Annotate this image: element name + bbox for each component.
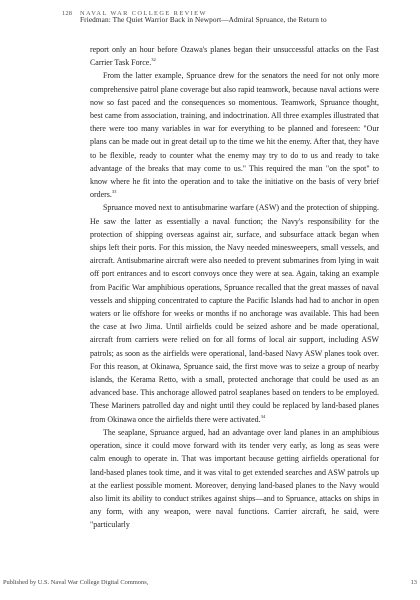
page-number: 128: [62, 10, 73, 17]
paragraph: [90, 426, 379, 532]
paragraph-text: From the latter example, Spruance drew for the senators the need for not only more comprehensive patrol plane coverage but also rapid teamwork, because naval actions were now so fast paced and the consequences so momentous. Teamwork, Spruance thought, best came from association, training, and indoctrination. All three examples illustrated that there were too many variables in war for everything to be planned and foreseen: "Our plans can be made out in great detail up to the time we hit the enemy. After that, they have to be flexible, ready to counter what the enemy may try to do to us and ready to take advantage of the breaks that may come to us." This required the man "on the spot" to know where he fit into the operation and to take the initiative on the basis of very brief orders.: [90, 71, 379, 200]
article-title-overlay: Friedman: The Quiet Warrior Back in Newport—Admiral Spruance, the Return to: [80, 15, 327, 24]
paragraph-text: report only an hour before Ozawa's planes began their unsuccessful attacks on the Fast Carrier Task Force.: [90, 45, 379, 68]
footnote-ref[interactable]: 32: [151, 57, 156, 63]
paragraph: [90, 43, 379, 69]
footer-page-number: 13: [410, 579, 417, 586]
footnote-ref[interactable]: 34: [260, 413, 266, 419]
paragraph-text: The seaplane, Spruance argued, had an advantage over land planes in an amphibious operation, since it could move forward with its tender very early, as long as seas were calm enough to operate in. That was important because getting airfields operational for land-based planes took time, and it was vital to get extended searches and ASW patrols up at the earliest possible moment. Moreover, denying land-based planes to the Navy would also limit its ability to conduct strikes against ships—and to Spruance, attacks on ships in any form, with any weapon, were naval functions. Carrier aircraft, he said, were "particularly: [90, 427, 379, 530]
paragraph-text: Spruance moved next to antisubmarine warfare (ASW) and the protection of shipping. He saw the latter as essentially a naval function; the Navy's responsibility for the protection of shipping overseas against air, surface, and subsurface attack began when ships left their ports. For this mission, the Navy needed minesweepers, small vessels, and aircraft. Antisubmarine aircraft were also needed to prevent submarines from lying in wait off port entrances and to escort convoys once they were at sea. Again, taking an example from Pacific War amphibious operations, Spruance recalled that the great masses of naval vessels and shipping concentrated to capture the Pacific Islands had had to anchor in open waters or lie offshore for weeks or months if no anchorage was available. This had been the case at Iwo Jima. Until airfields could be seized ashore and be made operational, aircraft from carriers were relied on for all forms of local air support, including ASW patrols; as soon as the airfields were operational, land-based Navy ASW planes took over. For this reason, at Okinawa, Spruance said, the first move was to seize a group of nearby islands, the Kerama Retto, with a small, protected anchorage that could be used as an advanced base. This anchorage allowed patrol seaplanes based on tenders to be employed. These Mariners patrolled day and night until they could be replaced by land-based planes from Okinawa once the airfields there were activated.: [90, 203, 379, 424]
paragraph: [90, 69, 379, 201]
publisher-credit: Published by U.S. Naval War College Digital Commons,: [3, 579, 149, 586]
article-body: [90, 43, 379, 532]
paragraph: [90, 201, 379, 425]
footnote-ref[interactable]: 33: [111, 189, 117, 195]
running-title: NAVAL WAR COLLEGE REVIEW: [80, 10, 207, 17]
